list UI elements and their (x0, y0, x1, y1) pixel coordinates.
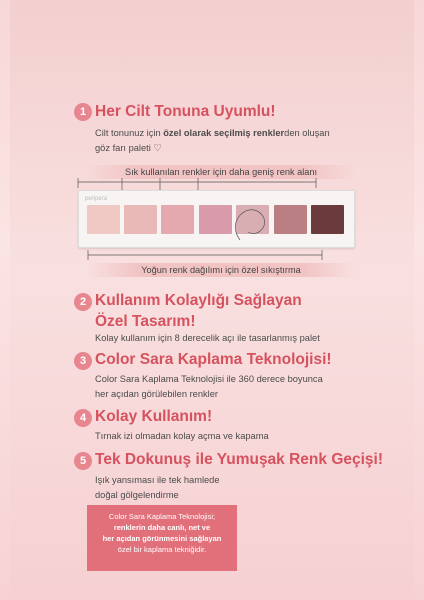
band-wider-color-area: Sık kullanılan renkler için daha geniş renk alanı (86, 165, 356, 179)
shade-pan (87, 205, 120, 234)
feature-4-title: Kolay Kullanım! (95, 408, 213, 425)
palette-brand-logo: peripera (85, 196, 108, 202)
shade-pan (199, 205, 232, 234)
feature-4-description: Tırnak izi olmadan kolay açma ve kapama (95, 431, 269, 441)
shade-pan (236, 205, 269, 234)
feature-2-title: Kullanım Kolaylığı Sağlayan Özel Tasarım! (95, 292, 302, 330)
eyeshadow-palette (78, 190, 355, 248)
feature-1-number: 1 (74, 103, 92, 121)
coating-technology-note: Color Sara Kaplama Teknolojisi; renklerin daha canlı, net ve her açıdan görünmesini sağlayan özel bir kaplama tekniğidir. (87, 505, 237, 571)
feature-5-number: 5 (74, 452, 92, 470)
feature-5-title: Tek Dokunuş ile Yumuşak Renk Geçişi! (95, 451, 384, 468)
shade-pan (124, 205, 157, 234)
feature-2-description: Kolay kullanım için 8 derecelik açı ile tasarlanmış palet (95, 333, 320, 343)
shade-pan (161, 205, 194, 234)
feature-4-number: 4 (74, 409, 92, 427)
feature-5-description: Işık yansıması ile tek hamlede doğal gölgelendirme (95, 475, 220, 500)
shade-pan (311, 205, 344, 234)
feature-1-title: Her Cilt Tonuna Uyumlu! (95, 103, 276, 120)
band-special-compression: Yoğun renk dağılımı için özel sıkıştırma (86, 263, 356, 277)
shade-pan (274, 205, 307, 234)
feature-1-description: Cilt tonunuz için özel olarak seçilmiş renklerden oluşan göz farı paleti ♡ (95, 128, 330, 153)
feature-2-number: 2 (74, 293, 92, 311)
feature-3-title: Color Sara Kaplama Teknolojisi! (95, 351, 332, 368)
feature-3-description: Color Sara Kaplama Teknolojisi ile 360 derece boyunca her açıdan görülebilen renkler (95, 374, 323, 399)
feature-3-number: 3 (74, 352, 92, 370)
